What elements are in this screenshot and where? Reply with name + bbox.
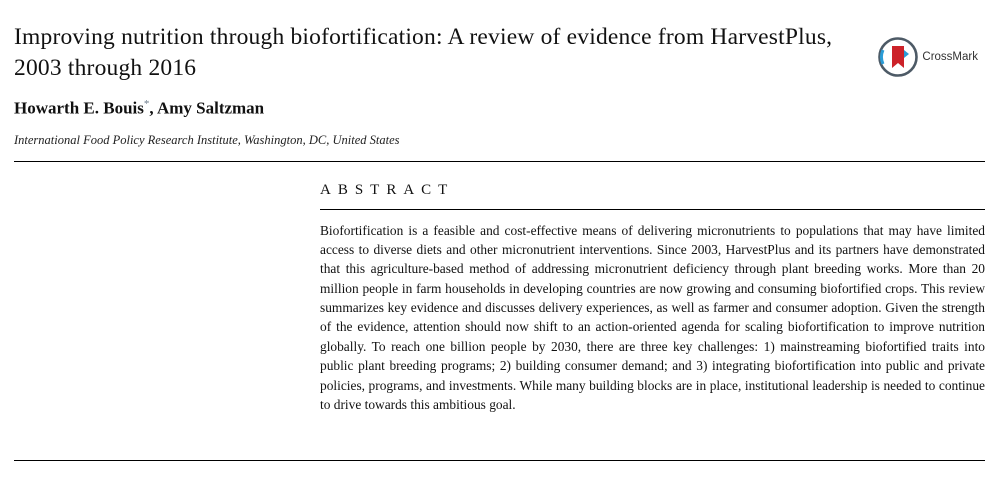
abstract-heading: ABSTRACT	[320, 181, 455, 198]
author-line	[14, 98, 985, 119]
crossmark-label: CrossMark	[922, 51, 978, 63]
abstract-section	[320, 182, 985, 415]
affiliation-line: International Food Policy Research Institute, Washington, DC, United States	[14, 132, 400, 147]
abstract-divider	[320, 209, 985, 210]
footer-divider	[14, 460, 985, 461]
crossmark-badge[interactable]	[877, 36, 978, 78]
author-remaining: , Amy Saltzman	[149, 98, 265, 118]
header-divider	[14, 161, 985, 162]
abstract-text: Biofortification is a feasible and cost-effective means of delivering micronutrients to populations that may have limited access to diverse diets and other micronutrient interventions. Since 2003, HarvestPlus and its partners have demonstrated that this agriculture-based method of addressing micronutrient deficiency through plant breeding works. More than 20 million people in farm households in developing countries are now growing and consuming biofortified crops. This review summarizes key evidence and discusses delivery experiences, as well as farmer and consumer adoption. Given the strength of the evidence, attention should now shift to an action-oriented agenda for scaling biofortification to improve nutrition globally. To reach one billion people by 2030, there are three key challenges: 1) mainstreaming biofortified traits into public plant breeding programs; 2) building consumer demand; and 3) integrating biofortification into public and private policies, programs, and investments. While many building blocks are in place, institutional leadership is needed to continue to drive towards this ambitious goal.	[320, 222, 985, 412]
author-first: Howarth E. Bouis	[14, 98, 144, 118]
paper-title: Improving nutrition through biofortification: A review of evidence from HarvestPlus, 2003 through 2016	[14, 24, 833, 82]
crossmark-icon	[877, 36, 919, 78]
author-note-marker[interactable]: *	[143, 98, 150, 111]
